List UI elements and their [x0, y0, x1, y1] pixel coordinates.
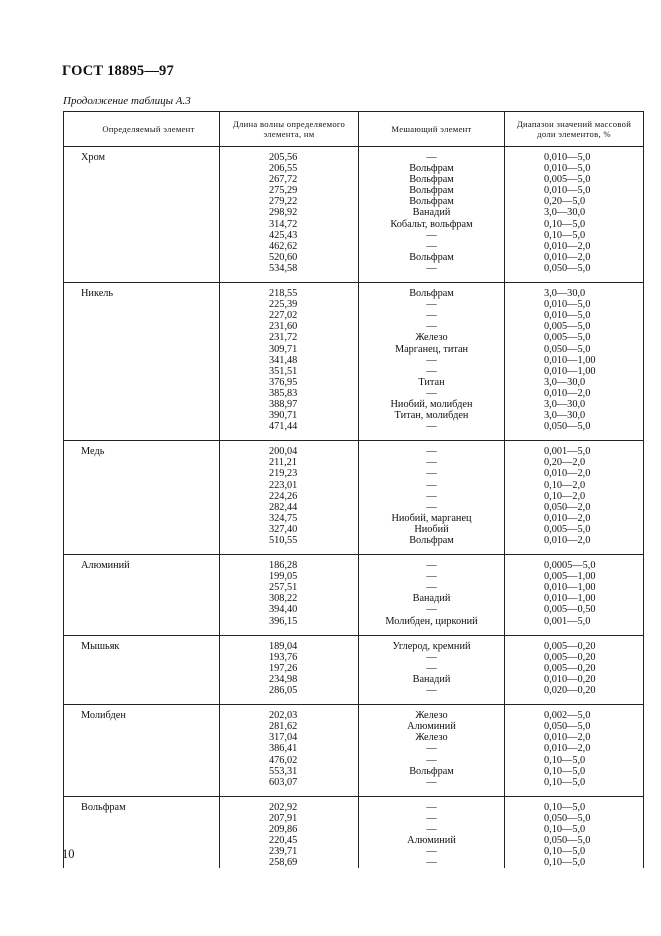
interfering-element-value: Ванадий [412, 673, 451, 685]
interfering-element-value: Алюминий [407, 835, 456, 847]
interfering-element-value: — [426, 446, 437, 458]
wavelength-cell [220, 635, 359, 704]
wavelength-value: 341,48 [269, 354, 298, 366]
wavelength-value: 189,04 [269, 640, 298, 652]
element-name-cell: Никель [64, 283, 220, 441]
mass-fraction-range-value: 0,10—2,0 [544, 479, 586, 491]
table-row [64, 555, 644, 636]
mass-fraction-range-value: 0,005—5,0 [544, 321, 591, 333]
wavelength-value: 275,29 [269, 185, 298, 197]
mass-fraction-range-value: 0,010—2,0 [544, 240, 591, 252]
interfering-element-value: Вольфрам [409, 163, 454, 175]
wavelength-cell [220, 147, 359, 283]
wavelength-value: 282,44 [269, 501, 298, 513]
mass-fraction-range-value: 0,10—5,0 [544, 765, 586, 777]
wavelength-value: 286,05 [269, 685, 298, 697]
mass-fraction-range-value: 0,050—5,0 [544, 835, 591, 847]
interfering-element-value: — [426, 604, 437, 616]
wavelength-value: 394,40 [269, 604, 298, 616]
interfering-element-cell [359, 796, 505, 868]
interfering-element-value: — [426, 421, 437, 433]
wavelength-value: 388,97 [269, 398, 298, 410]
mass-fraction-range-value: 3,0—30,0 [544, 410, 586, 422]
mass-fraction-range-value: 0,0005—5,0 [544, 560, 596, 572]
wavelength-cell [220, 555, 359, 636]
wavelength-value: 186,28 [269, 560, 298, 572]
mass-fraction-range-cell [505, 555, 644, 636]
interfering-element-cell [359, 441, 505, 555]
mass-fraction-range-value: 0,005—0,20 [544, 640, 596, 652]
mass-fraction-range-cell [505, 147, 644, 283]
mass-fraction-range-value: 0,010—2,0 [544, 743, 591, 755]
table-row [64, 283, 644, 441]
table-row [64, 796, 644, 868]
wavelength-value: 534,58 [269, 262, 298, 274]
wavelength-value: 309,71 [269, 343, 298, 355]
wavelength-cell [220, 441, 359, 555]
interfering-element-value: — [426, 823, 437, 835]
mass-fraction-range-value: 0,001—5,0 [544, 446, 591, 458]
mass-fraction-range-value: 0,005—0,20 [544, 651, 596, 663]
wavelength-value: 425,43 [269, 229, 298, 241]
wavelength-value: 314,72 [269, 218, 298, 230]
wavelength-value: 385,83 [269, 387, 298, 399]
wavelength-value: 317,04 [269, 732, 298, 744]
mass-fraction-range-cell [505, 441, 644, 555]
mass-fraction-range-value: 0,020—0,20 [544, 685, 596, 697]
mass-fraction-range-value: 0,005—5,0 [544, 523, 591, 535]
interfering-element-value: Вольфрам [409, 765, 454, 777]
mass-fraction-range-value: 0,20—2,0 [544, 457, 586, 469]
interfering-element-value: — [426, 365, 437, 377]
interfering-element-value: — [426, 501, 437, 513]
mass-fraction-range-value: 0,010—2,0 [544, 387, 591, 399]
wavelength-value: 234,98 [269, 673, 298, 685]
interfering-element-value: — [426, 152, 437, 163]
mass-fraction-range-value: 0,010—2,0 [544, 468, 591, 480]
element-name-cell: Хром [64, 147, 220, 283]
interfering-element-value: — [426, 229, 437, 241]
interfering-element-cell [359, 635, 505, 704]
table-row [64, 635, 644, 704]
mass-fraction-range-cell [505, 705, 644, 797]
wavelength-value: 207,91 [269, 812, 298, 824]
table-continuation-caption: Продолжение таблицы А.3 [63, 95, 191, 107]
interfering-element-value: Вольфрам [409, 185, 454, 197]
interfering-element-value: Вольфрам [409, 174, 454, 186]
interfering-element-value: Железо [415, 732, 448, 744]
mass-fraction-range-value: 3,0—30,0 [544, 207, 586, 219]
table-row [64, 705, 644, 797]
interfering-element-value: — [426, 754, 437, 766]
wavelength-value: 386,41 [269, 743, 298, 755]
wavelength-value: 199,05 [269, 571, 298, 583]
mass-fraction-range-value: 3,0—30,0 [544, 376, 586, 388]
mass-fraction-range-value: 0,005—0,20 [544, 662, 596, 674]
wavelength-value: 396,15 [269, 615, 298, 627]
mass-fraction-range-value: 0,050—5,0 [544, 721, 591, 733]
wavelength-value: 224,26 [269, 490, 298, 502]
interfering-element-value: — [426, 479, 437, 491]
mass-fraction-range-value: 0,010—5,0 [544, 185, 591, 197]
wavelength-value: 267,72 [269, 174, 298, 186]
wavelength-value: 202,92 [269, 801, 298, 813]
interfering-element-value: Вольфрам [409, 196, 454, 208]
interfering-element-value: Кобальт, вольфрам [390, 218, 473, 230]
mass-fraction-range-value: 0,10—5,0 [544, 823, 586, 835]
mass-fraction-range-value: 0,20—5,0 [544, 196, 586, 208]
wavelength-value: 202,03 [269, 710, 298, 722]
mass-fraction-range-value: 0,10—5,0 [544, 846, 586, 858]
mass-fraction-range-value: 0,010—2,0 [544, 512, 591, 524]
mass-fraction-range-value: 0,050—5,0 [544, 421, 591, 433]
interfering-element-value: Ванадий [412, 207, 451, 219]
table-row [64, 441, 644, 555]
interfering-element-cell [359, 283, 505, 441]
interfering-element-value: — [426, 801, 437, 813]
interfering-element-value: Титан [418, 376, 445, 388]
interfering-element-value: — [426, 468, 437, 480]
wavelength-cell [220, 705, 359, 797]
mass-fraction-range-value: 0,010—1,00 [544, 593, 596, 605]
interfering-element-value: Ниобий [414, 523, 449, 535]
document-title: ГОСТ 18895—97 [62, 63, 174, 79]
wavelength-value: 471,44 [269, 421, 298, 433]
wavelength-value: 225,39 [269, 299, 298, 311]
wavelength-value: 553,31 [269, 765, 298, 777]
interfering-element-value: — [426, 651, 437, 663]
interfering-element-value: — [426, 387, 437, 399]
wavelength-value: 257,51 [269, 582, 298, 594]
mass-fraction-range-value: 0,010—1,00 [544, 354, 596, 366]
interfering-element-value: — [426, 812, 437, 824]
spectral-lines-table [63, 111, 644, 868]
wavelength-value: 206,55 [269, 163, 298, 175]
interfering-element-value: Железо [415, 332, 448, 344]
wavelength-value: 462,62 [269, 240, 298, 252]
mass-fraction-range-value: 0,10—5,0 [544, 218, 586, 230]
interfering-element-value: — [426, 240, 437, 252]
mass-fraction-range-value: 0,010—2,0 [544, 535, 591, 546]
mass-fraction-range-value: 0,010—1,00 [544, 365, 596, 377]
wavelength-cell [220, 796, 359, 868]
interfering-element-value: — [426, 776, 437, 788]
interfering-element-value: Ванадий [412, 593, 451, 605]
wavelength-value: 390,71 [269, 410, 298, 422]
wavelength-value: 520,60 [269, 251, 298, 263]
wavelength-value: 227,02 [269, 310, 298, 322]
mass-fraction-range-value: 0,10—5,0 [544, 801, 586, 813]
mass-fraction-range-value: 0,050—5,0 [544, 812, 591, 824]
element-name-cell: Молибден [64, 705, 220, 797]
mass-fraction-range-value: 0,10—5,0 [544, 776, 586, 788]
interfering-element-value: Углерод, кремний [392, 640, 471, 652]
mass-fraction-range-cell [505, 796, 644, 868]
wavelength-value: 510,55 [269, 535, 298, 546]
mass-fraction-range-value: 0,010—5,0 [544, 163, 591, 175]
wavelength-value: 476,02 [269, 754, 298, 766]
interfering-element-value: — [426, 662, 437, 674]
element-name-cell: Вольфрам [64, 796, 220, 868]
wavelength-value: 308,22 [269, 593, 298, 605]
interfering-element-value: — [426, 571, 437, 583]
mass-fraction-range-value: 3,0—30,0 [544, 288, 586, 300]
interfering-element-value: — [426, 846, 437, 858]
interfering-element-value: Титан, молибден [394, 410, 469, 422]
element-name-cell: Мышьяк [64, 635, 220, 704]
table-header-row [64, 112, 644, 147]
interfering-element-value: Ниобий, молибден [390, 398, 473, 410]
interfering-element-value: — [426, 582, 437, 594]
mass-fraction-range-value: 0,010—5,0 [544, 152, 591, 163]
wavelength-value: 324,75 [269, 512, 298, 524]
mass-fraction-range-value: 0,10—5,0 [544, 229, 586, 241]
mass-fraction-range-value: 0,010—2,0 [544, 732, 591, 744]
interfering-element-cell [359, 555, 505, 636]
interfering-element-value: — [426, 560, 437, 572]
mass-fraction-range-value: 0,050—2,0 [544, 501, 591, 513]
mass-fraction-range-value: 0,010—1,00 [544, 582, 596, 594]
wavelength-value: 211,21 [269, 457, 297, 469]
wavelength-value: 258,69 [269, 857, 298, 869]
wavelength-value: 239,71 [269, 846, 298, 858]
interfering-element-value: — [426, 490, 437, 502]
interfering-element-value: — [426, 262, 437, 274]
interfering-element-value: Вольфрам [409, 288, 454, 300]
wavelength-value: 327,40 [269, 523, 298, 535]
wavelength-value: 231,72 [269, 332, 298, 344]
wavelength-value: 603,07 [269, 776, 298, 788]
wavelength-value: 205,56 [269, 152, 298, 163]
wavelength-value: 220,45 [269, 835, 298, 847]
mass-fraction-range-value: 0,010—5,0 [544, 310, 591, 322]
header-interfering-element: Мешающий элемент [359, 112, 505, 147]
interfering-element-value: Молибден, цирконий [385, 615, 478, 627]
interfering-element-value: — [426, 857, 437, 869]
interfering-element-cell [359, 705, 505, 797]
element-name-cell: Медь [64, 441, 220, 555]
mass-fraction-range-value: 0,10—5,0 [544, 857, 586, 869]
wavelength-value: 231,60 [269, 321, 298, 333]
mass-fraction-range-value: 0,010—0,20 [544, 673, 596, 685]
mass-fraction-range-value: 0,002—5,0 [544, 710, 591, 722]
wavelength-value: 200,04 [269, 446, 298, 458]
mass-fraction-range-value: 0,005—0,50 [544, 604, 596, 616]
header-determined-element: Определяемый элемент [64, 112, 220, 147]
interfering-element-value: — [426, 299, 437, 311]
mass-fraction-range-value: 0,010—2,0 [544, 251, 591, 263]
interfering-element-value: Вольфрам [409, 535, 454, 546]
mass-fraction-range-cell [505, 283, 644, 441]
table-body [64, 147, 644, 869]
wavelength-value: 279,22 [269, 196, 298, 208]
interfering-element-value: — [426, 457, 437, 469]
page-number: 10 [62, 847, 75, 861]
interfering-element-value: — [426, 354, 437, 366]
interfering-element-value: Алюминий [407, 721, 456, 733]
interfering-element-value: Вольфрам [409, 251, 454, 263]
wavelength-cell [220, 283, 359, 441]
wavelength-value: 197,26 [269, 662, 298, 674]
interfering-element-value: — [426, 743, 437, 755]
mass-fraction-range-value: 0,050—5,0 [544, 343, 591, 355]
wavelength-value: 281,62 [269, 721, 298, 733]
header-mass-fraction-range: Диапазон значений массовой доли элементов, % [505, 112, 644, 147]
interfering-element-value: Железо [415, 710, 448, 722]
interfering-element-value: Марганец, титан [394, 343, 469, 355]
mass-fraction-range-cell [505, 635, 644, 704]
interfering-element-value: — [426, 685, 437, 697]
wavelength-value: 218,55 [269, 288, 298, 300]
element-name-cell: Алюминий [64, 555, 220, 636]
mass-fraction-range-value: 0,10—5,0 [544, 754, 586, 766]
header-wavelength: Длина волны определяемого элемента, нм [220, 112, 359, 147]
interfering-element-value: Ниобий, марганец [391, 512, 472, 524]
wavelength-value: 223,01 [269, 479, 298, 491]
interfering-element-cell [359, 147, 505, 283]
wavelength-value: 219,23 [269, 468, 298, 480]
mass-fraction-range-value: 0,001—5,0 [544, 615, 591, 627]
interfering-element-value: — [426, 321, 437, 333]
mass-fraction-range-value: 0,050—5,0 [544, 262, 591, 274]
mass-fraction-range-value: 0,005—5,0 [544, 174, 591, 186]
mass-fraction-range-value: 0,005—5,0 [544, 332, 591, 344]
wavelength-value: 193,76 [269, 651, 298, 663]
mass-fraction-range-value: 0,10—2,0 [544, 490, 586, 502]
table-row [64, 147, 644, 283]
wavelength-value: 209,86 [269, 823, 298, 835]
mass-fraction-range-value: 0,005—1,00 [544, 571, 596, 583]
mass-fraction-range-value: 3,0—30,0 [544, 398, 586, 410]
wavelength-value: 298,92 [269, 207, 298, 219]
mass-fraction-range-value: 0,010—5,0 [544, 299, 591, 311]
wavelength-value: 351,51 [269, 365, 298, 377]
wavelength-value: 376,95 [269, 376, 298, 388]
interfering-element-value: — [426, 310, 437, 322]
